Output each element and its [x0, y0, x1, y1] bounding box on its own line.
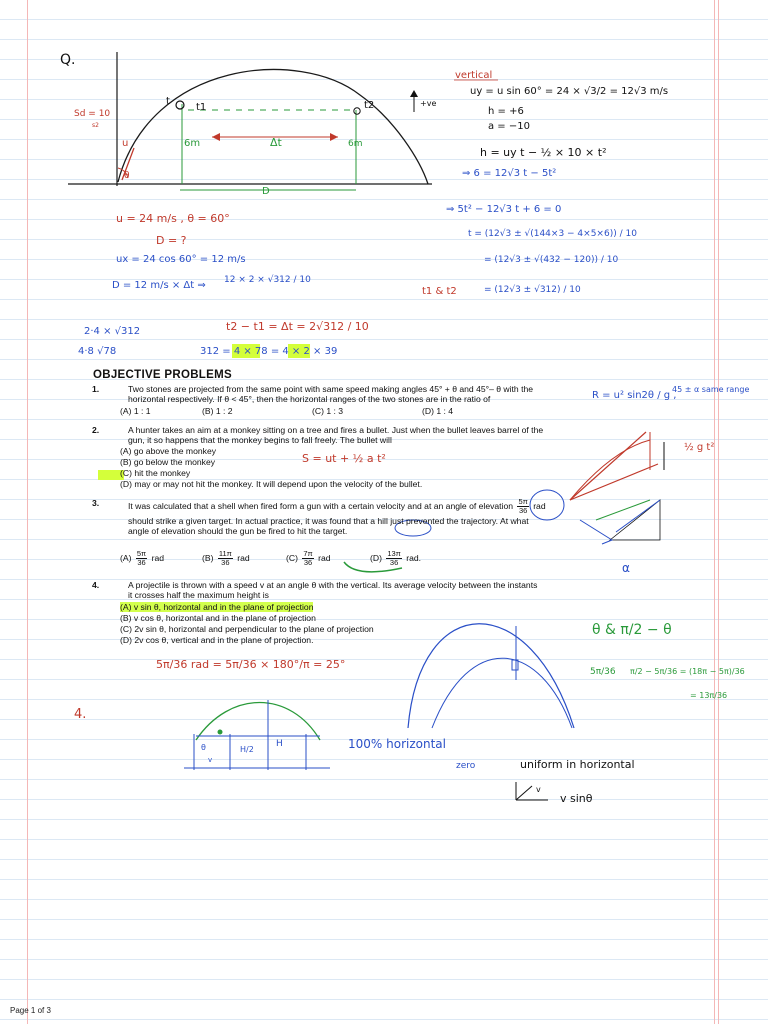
objective-problems-heading: OBJECTIVE PROBLEMS	[93, 369, 232, 381]
q3-option-a-label: (A)	[120, 552, 132, 563]
h-line: h = +6	[488, 106, 524, 117]
theta-label: θ	[124, 171, 130, 181]
delta-t-label: Δt	[270, 136, 282, 149]
q1-option-d[interactable]: (D) 1 : 4	[422, 406, 454, 416]
question-4-text-line-1: A projectile is thrown with a speed v at an angle θ with the vertical. Its average velocity between the instants	[128, 580, 538, 590]
question-3-options	[120, 550, 562, 570]
question-1-text	[128, 384, 562, 405]
vsin-note: v sinθ	[560, 792, 593, 805]
monkey-equation: S = ut + ½ a t²	[302, 452, 386, 465]
q3-angle-numerator: 5π	[518, 497, 528, 506]
six-m-right: 6m	[348, 139, 363, 149]
uniform-note: uniform in horizontal	[520, 758, 635, 771]
t-solution-3: = (12√3 ± √312) / 10	[484, 285, 581, 295]
monkey-sketch	[570, 432, 664, 544]
given-u-theta: u = 24 m/s , θ = 60°	[116, 212, 230, 225]
question-4-text	[128, 580, 562, 601]
q3-option-a-unit: rad	[151, 552, 165, 563]
q3-option-c-num: 7π	[303, 549, 313, 558]
q3-option-a[interactable]	[120, 550, 164, 567]
q1-option-b[interactable]: (B) 1 : 2	[202, 406, 233, 416]
u-label: u	[122, 138, 129, 149]
monkey-fall-equation: ½ g t²	[684, 442, 715, 453]
q3-option-d-unit: rad.	[406, 552, 422, 563]
question-2-text-line-2: gun, it so happens that the monkey begins to fall freely. The bullet will	[128, 435, 392, 446]
d-equation: D = 12 m/s × Δt ⇒	[112, 280, 206, 291]
q4-option-c[interactable]: (C) 2v sin θ, horizontal and perpendicular to the plane of projection	[120, 624, 374, 634]
side-calc-1: 2·4 × √312	[84, 326, 141, 337]
q4-option-a[interactable]	[120, 602, 313, 612]
q3-option-d-fraction	[386, 550, 402, 567]
q4-option-d[interactable]: (D) 2v cos θ, vertical and in the plane of projection.	[120, 635, 314, 645]
question-2-number: 2.	[92, 425, 100, 435]
q3-option-b-num: 11π	[218, 549, 232, 558]
question-3	[92, 498, 562, 572]
zero-note: zero	[456, 761, 476, 771]
t2-label: t2	[364, 100, 375, 111]
q3-angle-unit: rad	[533, 500, 546, 511]
range-note: 45 ± α same range	[672, 385, 750, 394]
t-point-label: t	[166, 96, 170, 107]
q3-option-d[interactable]	[370, 550, 421, 567]
t1-label: t1	[196, 102, 207, 113]
question-3-text-line-1-body: It was calculated that a shell when fired form a gun with a certain velocity and at an angle of elevation	[128, 500, 514, 511]
q3-option-b-label: (B)	[202, 552, 214, 563]
alpha-label: α	[622, 561, 630, 575]
q3-option-a-den: 36	[137, 558, 146, 567]
q4-angle-pair: θ & π/2 − θ	[592, 622, 672, 638]
question-3-text-line-1	[128, 498, 562, 516]
projectile-diagram	[68, 52, 432, 190]
question-4-text-line-2: it crosses half the maximum height is	[128, 590, 269, 601]
question-3-text-line-3: angle of elevation should the gun be fired to hit the target.	[128, 526, 348, 537]
calc-5pi-36: 5π/36	[590, 667, 616, 677]
quadratic: ⇒ 5t² − 12√3 t + 6 = 0	[446, 204, 562, 215]
vsin-sketch	[516, 782, 548, 800]
given-d: D = ?	[156, 234, 187, 247]
question-3-text-line-2: should strike a given target. In actual practice, it was found that a hill just prevented the trajectory. At what	[128, 516, 529, 526]
question-1-number: 1.	[92, 384, 100, 394]
q3-option-d-den: 36	[389, 558, 399, 567]
q3-option-b[interactable]	[202, 550, 250, 567]
side-calc-2: 4·8 √78	[78, 346, 117, 357]
q3-option-c-unit: rad	[318, 552, 331, 563]
q3-option-a-fraction	[136, 550, 147, 567]
sd-label: Sd = 10	[74, 109, 111, 119]
q3-option-b-unit: rad	[237, 552, 250, 563]
calc-complement: π/2 − 5π/36 = (18π − 5π)/36	[630, 667, 745, 676]
uy-line: uy = u sin 60° = 24 × √3/2 = 12√3 m/s	[470, 86, 669, 97]
ux-line: ux = 24 cos 60° = 12 m/s	[116, 254, 246, 265]
v-q4: v	[208, 756, 213, 764]
q3-angle-denominator: 36	[518, 506, 528, 515]
q2-option-b[interactable]: (B) go below the monkey	[120, 457, 216, 467]
q3-angle-fraction	[517, 498, 528, 515]
q3-option-a-num: 5π	[136, 549, 147, 558]
question-2	[92, 425, 562, 493]
question-1-text-line-2: horizontal respectively. If θ < 45°, then the horizontal ranges of the two stones are in the ratio of	[128, 394, 491, 405]
d-label: D	[262, 186, 270, 197]
q1-option-a[interactable]: (A) 1 : 1	[120, 406, 151, 416]
q2-option-c[interactable]: (C) hit the monkey	[120, 468, 191, 478]
q1-option-c[interactable]: (C) 1 : 3	[312, 406, 344, 416]
v-sketch-label: v	[536, 785, 541, 794]
q2-option-d[interactable]: (D) may or may not hit the monkey. It will depend upon the velocity of the bullet.	[120, 479, 423, 489]
question-1-text-line-1: Two stones are projected from the same point with same speed making angles 45° + θ and 45°– θ with the	[128, 384, 534, 394]
q-label: Q.	[60, 52, 76, 68]
sd-unit: s2	[92, 122, 99, 129]
d-equation-2: 12 × 2 × √312 / 10	[224, 275, 311, 285]
q4-label: 4.	[74, 707, 87, 722]
h-equation: h = uy t − ½ × 10 × t²	[480, 146, 607, 159]
h-top-label: H	[276, 739, 283, 749]
q3-option-b-fraction	[218, 550, 233, 567]
six-m-left: 6m	[184, 138, 201, 149]
t1-and-t2: t1 & t2	[422, 286, 457, 297]
h-half-label: H/2	[240, 745, 254, 754]
page-number-footer: Page 1 of 3	[10, 1006, 51, 1015]
h-substituted: ⇒ 6 = 12√3 t − 5t²	[462, 168, 557, 179]
delta-t-equation: t2 − t1 = Δt = 2√312 / 10	[226, 320, 369, 333]
range-formula: R = u² sin2θ / g ,	[592, 390, 677, 401]
question-2-text	[128, 425, 562, 446]
question-2-text-line-1: A hunter takes an aim at a monkey sitting on a tree and fires a bullet. Just when the bullet leaves barrel of the	[128, 425, 544, 435]
q3-option-c-fraction	[302, 550, 313, 567]
question-4-number: 4.	[92, 580, 100, 590]
q3-option-b-den: 36	[221, 558, 230, 567]
a-line: a = −10	[488, 121, 530, 132]
calc-result: = 13π/36	[690, 691, 728, 700]
vertical-heading: vertical	[455, 70, 493, 81]
q3-option-c-label: (C)	[286, 552, 298, 563]
q4-h-diagram	[184, 700, 330, 770]
question-3-number: 3.	[92, 498, 100, 508]
horizontal-note: 100% horizontal	[348, 737, 446, 751]
theta-q4: θ	[201, 743, 206, 752]
q2-option-a[interactable]: (A) go above the monkey	[120, 446, 217, 456]
t-solution-1: t = (12√3 ± √(144×3 − 4×5×6)) / 10	[468, 229, 637, 239]
question-3-text	[128, 498, 562, 537]
q3-option-d-num: 13π	[387, 549, 401, 558]
conversion: 5π/36 rad = 5π/36 × 180°/π = 25°	[156, 658, 346, 671]
q3-option-c-den: 36	[303, 558, 313, 567]
question-1	[92, 384, 562, 420]
q3-option-c[interactable]	[286, 550, 331, 567]
question-4	[92, 580, 562, 646]
q4-option-a-text: (A) v sin θ, horizontal and in the plane of projection	[120, 602, 314, 612]
q4-option-b[interactable]: (B) v cos θ, horizontal and in the plane of projection	[120, 613, 316, 623]
t-solution-2: = (12√3 ± √(432 − 120)) / 10	[484, 255, 619, 265]
up-arrow-label: +ve	[420, 99, 437, 108]
factorisation: 312 = 4 × 78 = 4 × 2 × 39	[200, 346, 338, 357]
q3-option-d-label: (D)	[370, 552, 382, 563]
